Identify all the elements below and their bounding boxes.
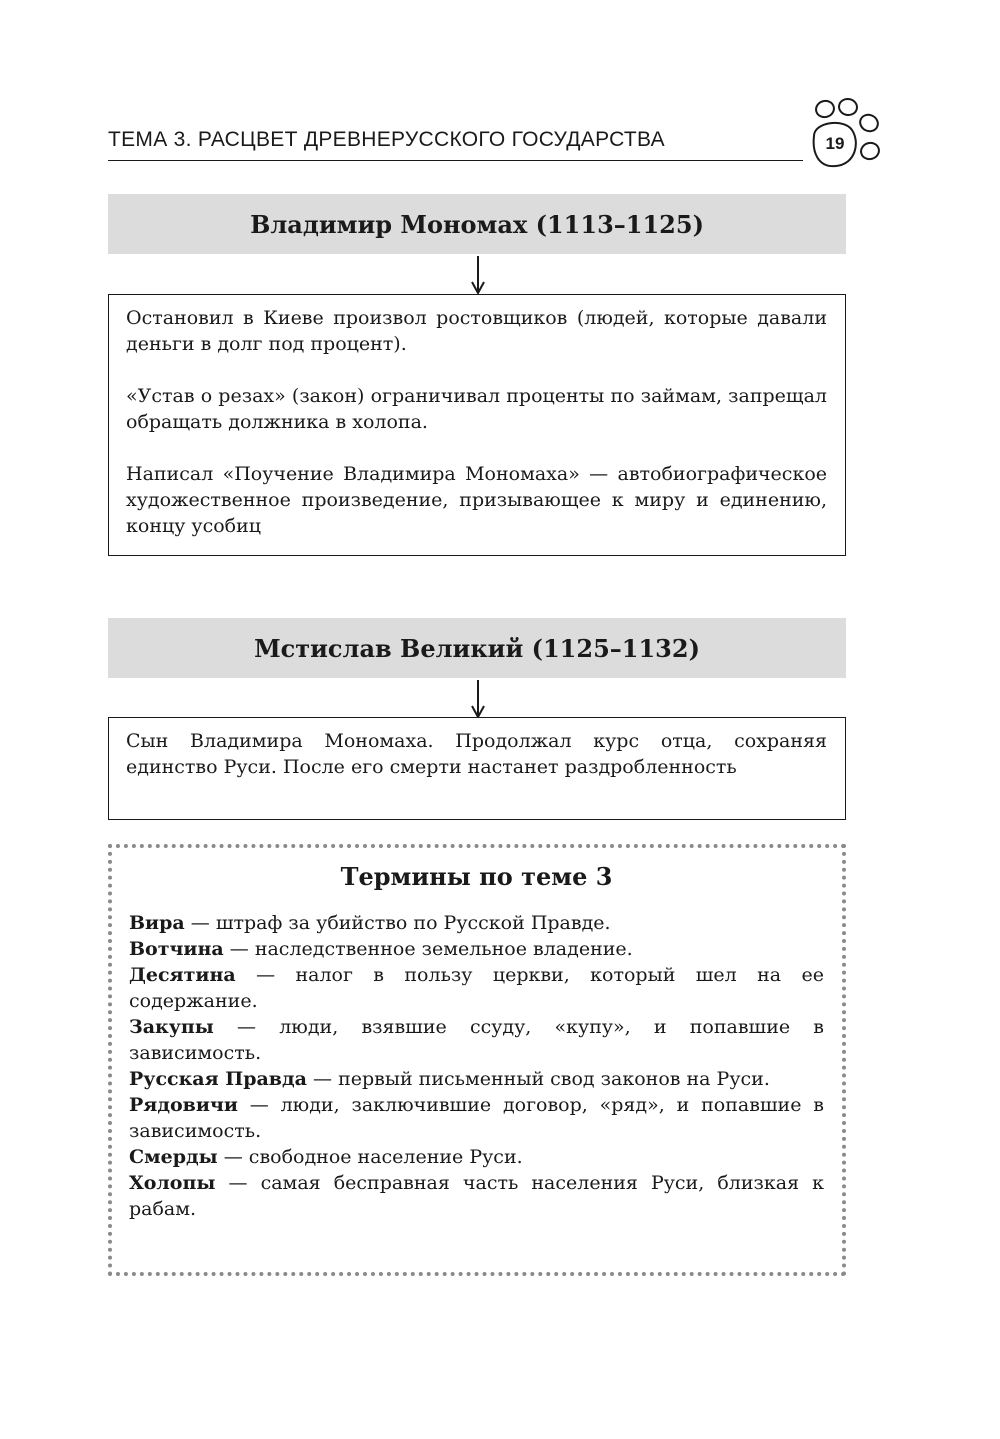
term-definition: — налог в пользу церкви, который шел на ее содержание. [129, 964, 824, 1012]
ruler-heading-mstislav: Мстислав Великий (1125–1132) [108, 618, 846, 678]
ruler-info-box-mstislav [108, 717, 846, 820]
term-definition: — люди, взявшие ссуду, «купу», и попавшие в зависимость. [129, 1016, 824, 1064]
paragraph: Остановил в Киеве произвол ростовщиков (людей, которые давали деньги в долг под процент). [126, 307, 827, 355]
running-header: ТЕМА 3. РАСЦВЕТ ДРЕВНЕРУССКОГО ГОСУДАРСТВА [108, 128, 665, 151]
term-entry [129, 1014, 824, 1066]
paragraph: Написал «Поучение Владимира Мономаха» — автобиографическое художественное произведение, призывающее к миру и единению, концу усобиц [126, 463, 827, 537]
term-name: Вира [129, 912, 185, 934]
term-entry [129, 910, 824, 936]
paragraph: Сын Владимира Мономаха. Продолжал курс отца, сохраняя единство Руси. После его смерти настанет раздробленность [126, 730, 827, 778]
term-name: Холопы [129, 1172, 216, 1194]
term-entry [129, 1144, 824, 1170]
term-entry [129, 936, 824, 962]
term-name: Десятина [129, 964, 236, 986]
term-definition: — наследственное земельное владение. [223, 938, 633, 960]
term-name: Рядовичи [129, 1094, 238, 1116]
terms-title: Термины по теме 3 [340, 862, 613, 891]
term-entry [129, 1092, 824, 1144]
term-definition: — свободное население Руси. [217, 1146, 523, 1168]
term-entry [129, 1066, 824, 1092]
ruler-heading-monomakh: Владимир Мономах (1113–1125) [108, 194, 846, 254]
arrow-down-icon [470, 254, 486, 294]
page-number: 19 [825, 134, 845, 153]
term-definition: — первый письменный свод законов на Руси. [307, 1068, 770, 1090]
ruler-info-box-monomakh [108, 294, 846, 556]
header-rule [108, 160, 803, 161]
term-definition: — штраф за убийство по Русской Правде. [184, 912, 611, 934]
term-name: Русская Правда [129, 1068, 307, 1090]
term-definition: — самая бесправная часть населения Руси, близкая к рабам. [129, 1172, 824, 1220]
term-name: Закупы [129, 1016, 214, 1038]
term-name: Смерды [129, 1146, 218, 1168]
term-name: Вотчина [129, 938, 224, 960]
term-entry [129, 962, 824, 1014]
term-entry [129, 1170, 824, 1222]
arrow-down-icon [470, 678, 486, 718]
term-definition: — люди, заключившие договор, «ряд», и попавшие в зависимость. [129, 1094, 824, 1142]
terms-box [108, 844, 846, 1276]
paragraph: «Устав о резах» (закон) ограничивал проценты по займам, запрещал обращать должника в холопа. [126, 385, 827, 433]
